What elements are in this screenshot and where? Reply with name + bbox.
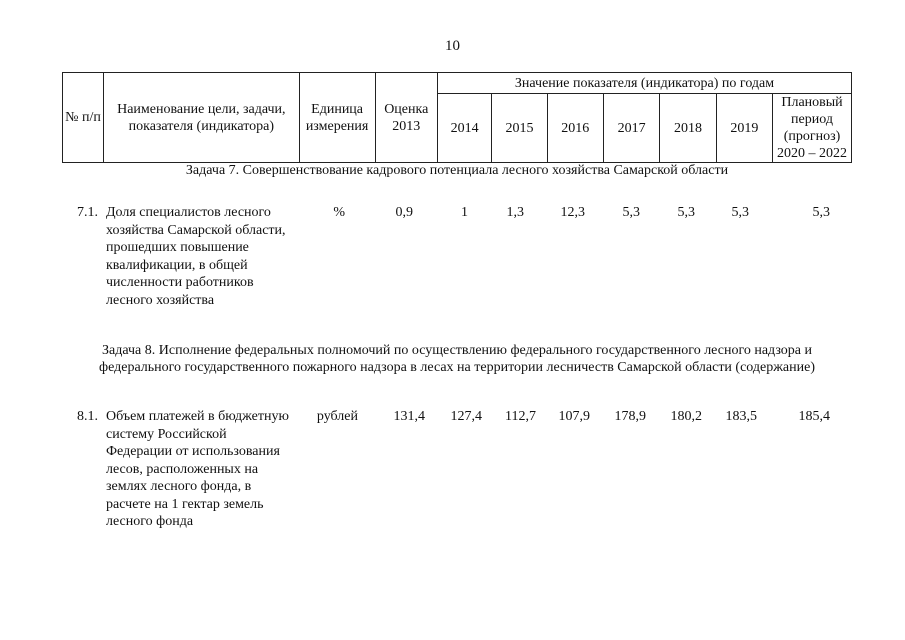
- row-value: 178,9: [614, 409, 646, 424]
- header-year: 2016: [547, 94, 603, 163]
- row-value: 107,9: [558, 409, 590, 424]
- section-title: Задача 7. Совершенствование кадрового потенциала лесного хозяйства Самарской области: [185, 163, 729, 178]
- header-plan: Плановый период (прогноз) 2020 – 2022: [773, 94, 852, 163]
- header-year: 2014: [438, 94, 492, 163]
- row-value: 5,3: [812, 205, 830, 220]
- row-name: Доля специалистов лесного хозяйства Самарской области, прошедших повышение квалификации, в общей численности работников лесного хозяйства: [106, 205, 286, 308]
- row-value: 5,3: [731, 205, 749, 220]
- header-year: 2015: [492, 94, 547, 163]
- header-year: 2017: [603, 94, 659, 163]
- header-group-title: Значение показателя (индикатора) по годам: [438, 73, 852, 94]
- row-value: 1,3: [506, 205, 524, 220]
- table-header: [62, 72, 852, 163]
- row-value: 183,5: [725, 409, 757, 424]
- header-num: № п/п: [63, 73, 104, 163]
- row-value: 0,9: [395, 205, 413, 220]
- row-value: 1: [461, 205, 468, 220]
- row-value: 131,4: [393, 409, 425, 424]
- header-estimate: Оценка 2013: [375, 73, 438, 163]
- row-value: 180,2: [670, 409, 702, 424]
- row-value: 5,3: [677, 205, 695, 220]
- section-title: Задача 8. Исполнение федеральных полномочий по осуществлению федерального государственного лесного надзора и федерального государственного пожарного надзора в лесах на территории лесничеств Самарской области (содержание): [99, 343, 815, 375]
- header-name: Наименование цели, задачи, показателя (индикатора): [103, 73, 299, 163]
- row-value: 112,7: [505, 409, 536, 424]
- row-unit: %: [333, 205, 345, 220]
- row-number: 7.1.: [77, 205, 98, 220]
- row-name: Объем платежей в бюджетную систему Российской Федерации от использования лесов, расположенных на землях лесного фонда, в расчете на 1 гектар земель лесного фонда: [106, 409, 289, 529]
- header-year: 2019: [716, 94, 772, 163]
- page-number: 10: [445, 38, 460, 54]
- row-value: 5,3: [622, 205, 640, 220]
- row-value: 12,3: [560, 205, 585, 220]
- row-unit: рублей: [316, 409, 358, 424]
- row-value: 185,4: [798, 409, 830, 424]
- row-value: 127,4: [450, 409, 482, 424]
- header-year: 2018: [660, 94, 716, 163]
- row-number: 8.1.: [77, 409, 98, 424]
- header-unit: Единица измерения: [299, 73, 375, 163]
